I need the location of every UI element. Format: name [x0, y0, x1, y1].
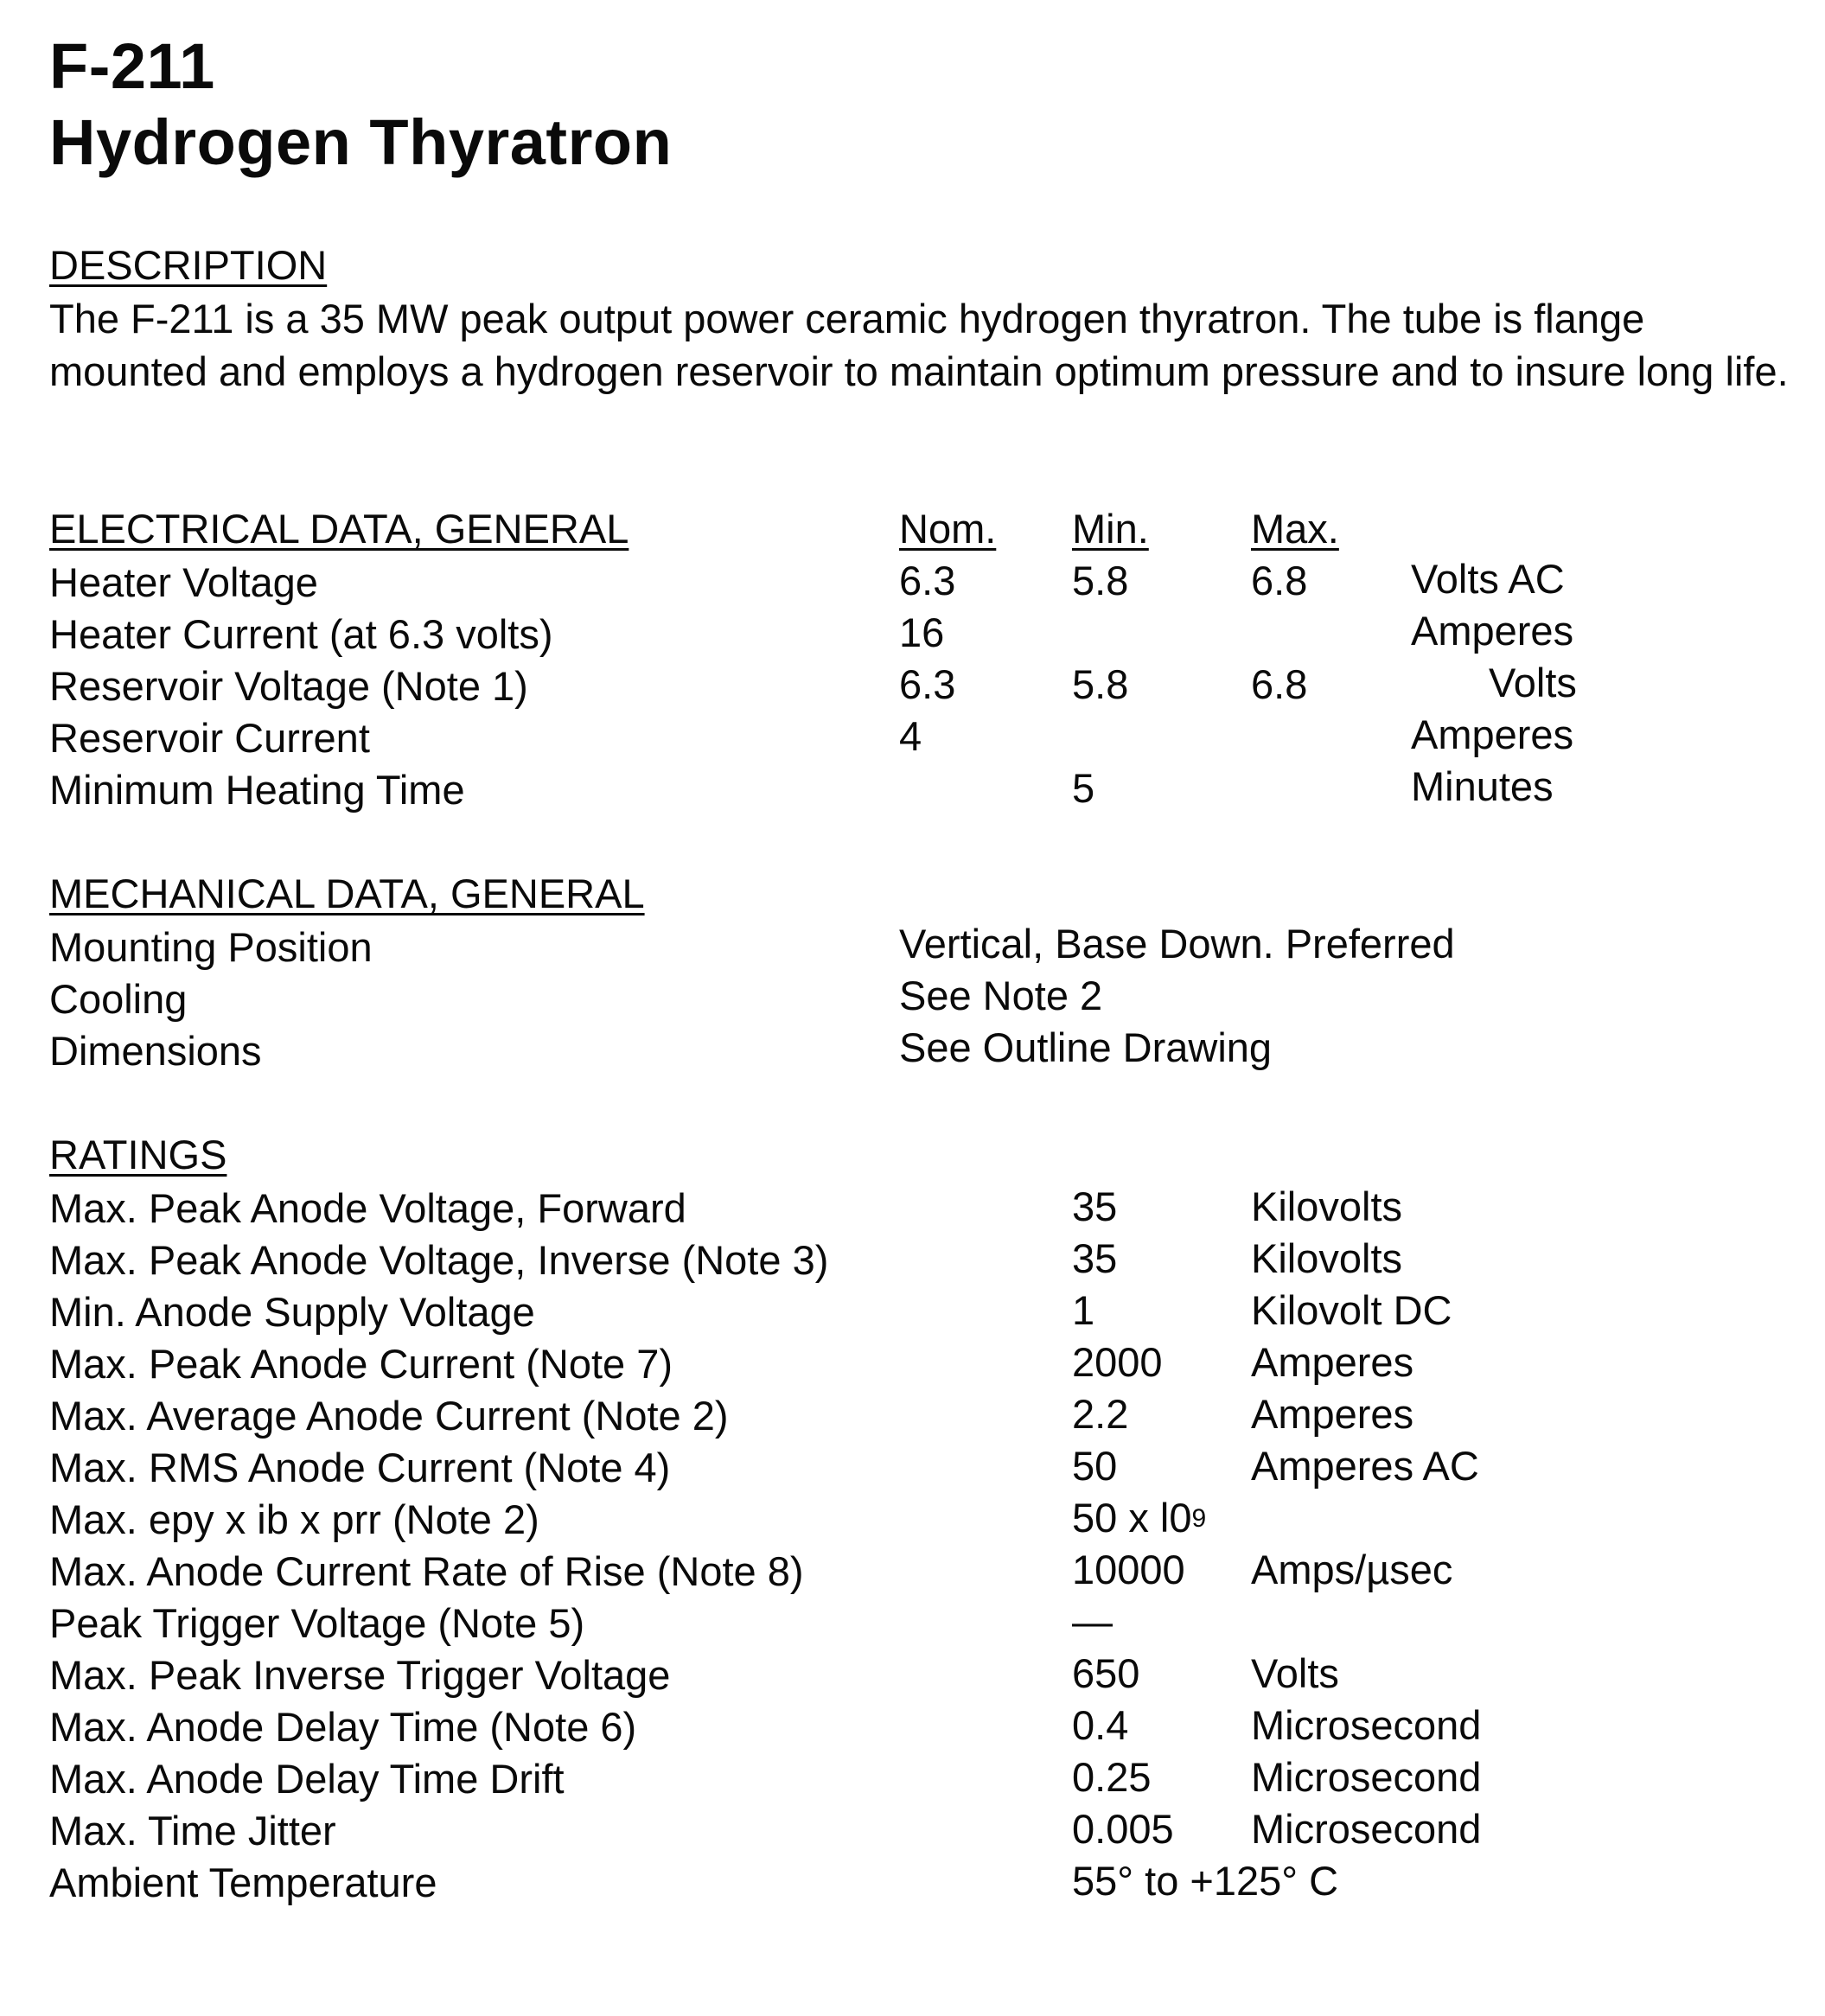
rating-row-label: Max. Average Anode Current (Note 2) [49, 1393, 729, 1439]
mechanical-heading: MECHANICAL DATA, GENERAL [49, 871, 645, 916]
rating-row-label: Peak Trigger Voltage (Note 5) [49, 1600, 585, 1646]
rating-row-label: Max. epy x ib x prr (Note 2) [49, 1496, 539, 1542]
mechanical-row-value: See Note 2 [899, 973, 1103, 1018]
electrical-row-max: 6.8 [1251, 558, 1308, 603]
rating-row-value: 50 [1072, 1443, 1118, 1489]
rating-row-value: — [1072, 1598, 1113, 1644]
rating-row-label: Max. Peak Anode Current (Note 7) [49, 1341, 673, 1387]
rating-value-exponent: 9 [1191, 1504, 1207, 1533]
rating-row-value: 10000 [1072, 1547, 1185, 1592]
rating-row-unit: Amperes [1251, 1391, 1414, 1437]
rating-row-label: Max. Peak Anode Voltage, Forward [49, 1185, 686, 1231]
electrical-row-label: Minimum Heating Time [49, 767, 465, 813]
rating-row-value: 55° to +125° C [1072, 1858, 1339, 1904]
rating-row-label: Max. Peak Inverse Trigger Voltage [49, 1652, 671, 1698]
rating-row-value: 650 [1072, 1650, 1140, 1696]
rating-row-value: 0.4 [1072, 1702, 1129, 1748]
electrical-row-nom: 4 [899, 713, 922, 759]
column-header-max: Max. [1251, 506, 1339, 552]
rating-row-label: Max. Time Jitter [49, 1808, 336, 1853]
column-header-nom: Nom. [899, 506, 997, 552]
rating-row-value: 35 [1072, 1235, 1118, 1281]
rating-value-base: 50 x l0 [1072, 1495, 1192, 1541]
electrical-row-label: Heater Voltage [49, 559, 318, 605]
electrical-row-label: Reservoir Voltage (Note 1) [49, 663, 528, 709]
electrical-row-nom: 6.3 [899, 558, 956, 603]
rating-row-label: Max. Peak Anode Voltage, Inverse (Note 3) [49, 1237, 829, 1283]
rating-row-value: 0.005 [1072, 1806, 1174, 1852]
electrical-row-nom: 16 [899, 609, 945, 655]
electrical-row-unit: Amperes [1411, 608, 1574, 654]
ratings-heading: RATINGS [49, 1132, 227, 1177]
electrical-row-label: Heater Current (at 6.3 volts) [49, 611, 553, 657]
electrical-row-nom: 6.3 [899, 661, 956, 707]
product-name-title: Hydrogen Thyratron [49, 106, 673, 178]
electrical-row-min: 5.8 [1072, 558, 1129, 603]
rating-row-unit: Microsecond [1251, 1702, 1482, 1748]
electrical-row-max: 6.8 [1251, 661, 1308, 707]
column-header-min: Min. [1072, 506, 1149, 552]
rating-row-unit: Volts [1251, 1650, 1339, 1696]
electrical-row-min: 5 [1072, 765, 1095, 811]
rating-row-label: Min. Anode Supply Voltage [49, 1289, 535, 1335]
rating-row-label: Max. Anode Delay Time Drift [49, 1756, 565, 1802]
electrical-row-unit: Minutes [1411, 763, 1554, 809]
rating-row-value [1072, 1495, 1207, 1541]
rating-row-unit: Amps/µsec [1251, 1547, 1453, 1592]
rating-row-label: Max. RMS Anode Current (Note 4) [49, 1445, 671, 1490]
rating-row-unit: Kilovolt DC [1251, 1287, 1452, 1333]
mechanical-row-label: Cooling [49, 976, 188, 1022]
model-title: F-211 [49, 30, 215, 102]
rating-row-value: 2000 [1072, 1339, 1163, 1385]
rating-row-value: 2.2 [1072, 1391, 1129, 1437]
electrical-row-min: 5.8 [1072, 661, 1129, 707]
rating-row-unit: Kilovolts [1251, 1183, 1403, 1229]
rating-row-unit: Microsecond [1251, 1754, 1482, 1800]
electrical-row-unit: Amperes [1411, 711, 1574, 757]
electrical-row-unit: Volts [1489, 660, 1577, 705]
description-heading: DESCRIPTION [49, 242, 328, 288]
rating-row-label: Max. Anode Delay Time (Note 6) [49, 1704, 637, 1750]
rating-row-unit: Kilovolts [1251, 1235, 1403, 1281]
electrical-row-label: Reservoir Current [49, 715, 370, 761]
rating-row-value: 0.25 [1072, 1754, 1152, 1800]
rating-row-value: 35 [1072, 1183, 1118, 1229]
rating-row-unit: Amperes AC [1251, 1443, 1479, 1489]
mechanical-row-value: See Outline Drawing [899, 1024, 1273, 1070]
description-text: The F-211 is a 35 MW peak output power ceramic hydrogen thyratron. The tube is flange mounted and employs a hydrogen reservoir to maintain optimum pressure and to insure long life. [49, 296, 1789, 394]
mechanical-row-label: Mounting Position [49, 924, 373, 970]
rating-row-label: Max. Anode Current Rate of Rise (Note 8) [49, 1548, 804, 1594]
mechanical-row-value: Vertical, Base Down. Preferred [899, 921, 1455, 967]
mechanical-row-label: Dimensions [49, 1028, 262, 1074]
rating-row-unit: Microsecond [1251, 1806, 1482, 1852]
electrical-heading: ELECTRICAL DATA, GENERAL [49, 506, 629, 552]
rating-row-unit: Amperes [1251, 1339, 1414, 1385]
rating-row-value: 1 [1072, 1287, 1095, 1333]
electrical-row-unit: Volts AC [1411, 556, 1565, 602]
rating-row-label: Ambient Temperature [49, 1860, 437, 1905]
